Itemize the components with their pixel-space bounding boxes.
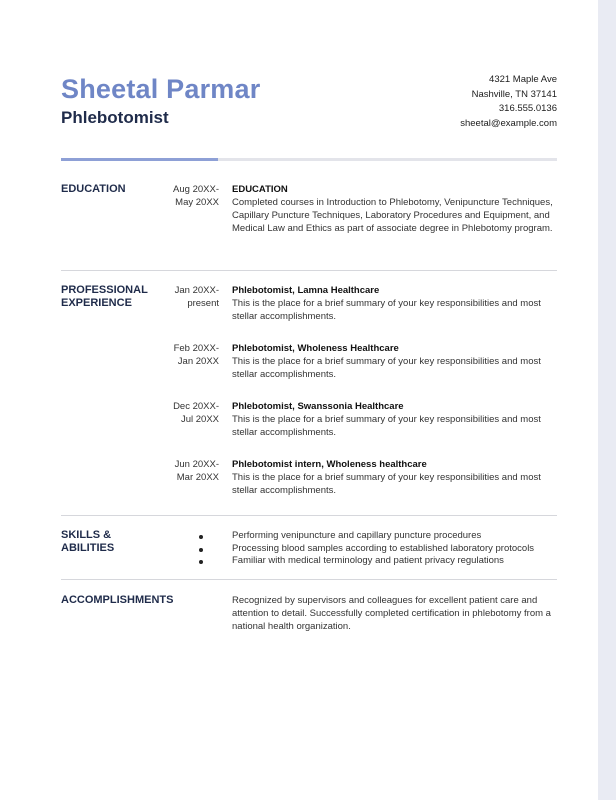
experience-title bbox=[61, 284, 171, 310]
entry-heading: Phlebotomist, Wholeness Healthcare bbox=[232, 343, 399, 354]
entry-date-end: present bbox=[187, 298, 219, 309]
entry-date-start: Jun 20XX- bbox=[174, 459, 219, 470]
bullet-dot-icon bbox=[199, 560, 203, 564]
entry-description: Completed courses in Introduction to Phlebotomy, Venipuncture Techniques, Capillary Puncture Techniques, Laboratory Procedures and Equipment, and Medical Law and Ethics as part of associate degree in Phlebotomy program. bbox=[232, 197, 553, 234]
skills-title-line2: ABILITIES bbox=[61, 542, 115, 554]
entry-heading: EDUCATION bbox=[232, 184, 288, 195]
candidate-role: Phlebotomist bbox=[61, 108, 169, 127]
experience-title-line2: EXPERIENCE bbox=[61, 297, 132, 309]
page-edge-strip bbox=[598, 0, 616, 800]
contact-city: Nashville, TN 37141 bbox=[471, 88, 557, 100]
bullet-dot-icon bbox=[199, 548, 203, 552]
entry-dates bbox=[161, 458, 219, 484]
entry-heading: Phlebotomist, Lamna Healthcare bbox=[232, 285, 380, 296]
contact-email[interactable]: sheetal@example.com bbox=[460, 117, 557, 129]
section-divider bbox=[61, 515, 557, 516]
bullet-dot-icon bbox=[199, 535, 203, 539]
header-rule bbox=[61, 158, 557, 161]
skills-title bbox=[61, 529, 171, 555]
accomplishments-title: ACCOMPLISHMENTS bbox=[61, 594, 174, 606]
entry-date-end: May 20XX bbox=[175, 197, 219, 208]
candidate-name: Sheetal Parmar bbox=[61, 74, 261, 104]
skill-item: Processing blood samples according to established laboratory protocols bbox=[196, 543, 557, 556]
education-title: EDUCATION bbox=[61, 183, 126, 195]
entry-date-start: Feb 20XX- bbox=[173, 343, 219, 354]
skill-item: Performing venipuncture and capillary puncture procedures bbox=[196, 530, 557, 543]
entry-dates bbox=[161, 342, 219, 368]
skill-item: Familiar with medical terminology and patient privacy regulations bbox=[196, 555, 557, 568]
entry-date-start: Dec 20XX- bbox=[173, 401, 219, 412]
entry-date-end: Jan 20XX bbox=[177, 356, 219, 367]
entry-heading: Phlebotomist, Swanssonia Healthcare bbox=[232, 401, 404, 412]
header-rule-accent bbox=[61, 158, 218, 161]
entry-description: This is the place for a brief summary of your key responsibilities and most stellar accomplishments. bbox=[232, 472, 541, 496]
entry-dates bbox=[161, 400, 219, 426]
skills-list bbox=[196, 530, 557, 568]
entry-date-start: Aug 20XX- bbox=[173, 184, 219, 195]
entry-dates bbox=[161, 183, 219, 209]
entry-date-end: Mar 20XX bbox=[176, 472, 219, 483]
entry-body bbox=[232, 183, 557, 235]
entry-body bbox=[232, 458, 557, 497]
contact-block bbox=[357, 73, 557, 131]
entry-dates bbox=[161, 284, 219, 310]
entry-body bbox=[232, 342, 557, 381]
contact-address: 4321 Maple Ave bbox=[489, 74, 557, 85]
contact-phone: 316.555.0136 bbox=[498, 103, 557, 115]
entry-description: This is the place for a brief summary of your key responsibilities and most stellar accomplishments. bbox=[232, 298, 541, 322]
section-divider bbox=[61, 270, 557, 271]
skills-title-line1: SKILLS & bbox=[61, 529, 112, 541]
entry-date-start: Jan 20XX- bbox=[174, 285, 219, 296]
section-divider bbox=[61, 579, 557, 580]
entry-heading: Phlebotomist intern, Wholeness healthcare bbox=[232, 459, 427, 470]
entry-description: This is the place for a brief summary of your key responsibilities and most stellar accomplishments. bbox=[232, 356, 541, 380]
entry-body bbox=[232, 284, 557, 323]
entry-description: This is the place for a brief summary of your key responsibilities and most stellar accomplishments. bbox=[232, 414, 541, 438]
entry-date-end: Jul 20XX bbox=[180, 414, 219, 425]
accomplishments-text: Recognized by supervisors and colleagues for excellent patient care and attention to detail. Successfully completed certification in phlebotomy from a national health organization. bbox=[232, 595, 551, 632]
entry-body bbox=[232, 400, 557, 439]
experience-title-line1: PROFESSIONAL bbox=[61, 284, 148, 296]
